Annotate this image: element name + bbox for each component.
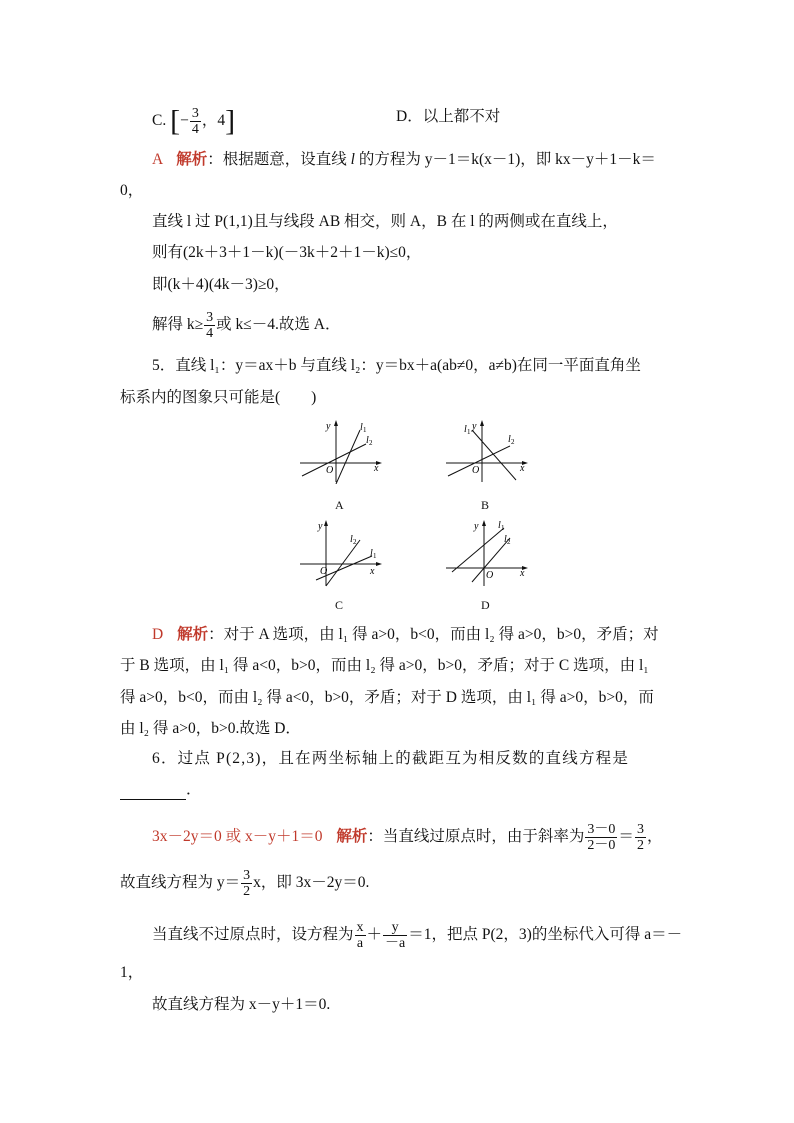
q5-question-line2: 标系内的图象只可能是( ) (120, 389, 317, 406)
option-c-minus: − (180, 112, 189, 130)
q6-s2-frac (241, 868, 252, 899)
q6-solution-line1 (152, 822, 662, 853)
frac-den: －a (385, 936, 406, 951)
q6-solution-line4: 1， (120, 964, 144, 981)
l1-label: l (370, 548, 373, 559)
q6-s3-post: ＝1，把点 P(2，3)的坐标代入可得 a＝－ (408, 926, 683, 944)
origin-label: O (320, 566, 328, 577)
q6-s1-eq: ＝ (618, 828, 634, 846)
q6-s2-post: x，即 3x－2y＝0. (253, 874, 370, 892)
graph-b (442, 418, 534, 489)
l2-sub: 2 (511, 438, 515, 446)
frac-num: y (383, 920, 407, 936)
q4-l6-fraction (204, 310, 215, 341)
q6-jiexi: 解析 (336, 828, 368, 846)
q4-solution-line6 (152, 310, 340, 341)
l1-label: l (464, 424, 467, 435)
q6-s3-pre: 当直线不过原点时，设方程为 (152, 926, 354, 944)
l1-sub: 1 (363, 426, 367, 434)
q6-s1-post: ， (646, 828, 663, 846)
graph-c (296, 516, 388, 593)
l2-sub: 2 (353, 538, 357, 546)
q6-s3-frac1 (355, 920, 366, 951)
frac-den: 2 (243, 884, 251, 899)
frac-den: 4 (206, 326, 214, 341)
q5-solution-line3: 得 a>0，b<0，而由 l₂ 得 a<0，b>0，矛盾；对于 D 选项，由 l₁ 得 a>0，b>0，而 (120, 689, 654, 706)
option-d: D．以上都不对 (396, 108, 501, 125)
q5-jiexi: 解析 (177, 626, 209, 643)
frac-num: 3 (636, 822, 644, 837)
x-label: x (370, 566, 375, 577)
graph-c-svg (296, 516, 388, 588)
y-label: y (472, 421, 477, 432)
q4-l1-eq: y－1＝k(x－1)，即 kx－y＋1－k＝ (424, 151, 656, 168)
q5-solution-line4: 由 l₂ 得 a>0，b>0.故选 D． (120, 720, 301, 737)
frac-num: 3 (206, 310, 214, 325)
q5-answer: D (152, 626, 164, 643)
l1-sub: 1 (501, 524, 505, 532)
q5-solution-line1 (152, 625, 659, 645)
frac-den: 2－0 (587, 838, 616, 853)
origin-label: O (472, 465, 480, 476)
graph-b-caption: B (481, 498, 490, 512)
y-label: y (318, 521, 323, 532)
q6-solution-line2 (120, 868, 369, 899)
q4-answer: A (152, 151, 163, 168)
q6-s2-pre: 故直线方程为 y＝ (120, 874, 241, 892)
frac-den: 4 (191, 122, 199, 137)
origin-label: O (486, 570, 494, 581)
frac-num: x (356, 920, 364, 935)
q6-period: ． (186, 781, 202, 798)
l2-label: l (508, 434, 511, 445)
option-c-label: C. (152, 112, 167, 130)
l1-label: l (498, 520, 501, 531)
frac-num: 3 (191, 106, 199, 121)
l1-label: l (360, 422, 363, 433)
l2-sub: 2 (507, 538, 511, 546)
graph-d (442, 516, 534, 593)
q5-question-line1: 5．直线 l₁：y＝ax＋b 与直线 l₂：y＝bx＋a(ab≠0，a≠b)在同一平面直角坐 (152, 357, 641, 374)
q6-s1-frac1 (585, 822, 617, 853)
x-label: x (374, 463, 379, 474)
q4-solution-line3: 直线 l 过 P(1,1)且与线段 AB 相交，则 A，B 在 l 的两侧或在直线上， (152, 213, 618, 230)
q6-question-line2 (120, 780, 202, 800)
q5-a1: ：对于 A 选项，由 l₁ 得 a>0，b<0，而由 l₂ 得 a>0，b>0，矛盾；对 (208, 626, 659, 643)
left-bracket: [ (170, 104, 181, 138)
frac-num: 3 (243, 868, 251, 883)
graph-a (296, 418, 388, 489)
q4-solution-line4: 则有(2k＋3＋1－k)(－3k＋2＋1－k)≤0， (152, 244, 422, 261)
q4-l1-pre: ：根据题意，设直线 (207, 151, 351, 168)
q4-l6-pre: 解得 k≥ (152, 316, 204, 334)
frac-den: a (356, 936, 364, 951)
q6-solution-line5: 故直线方程为 x－y＋1＝0. (152, 996, 331, 1013)
q6-s1-pre: ：当直线过原点时，由于斜率为 (367, 828, 585, 846)
q6-answer: 3x－2y＝0 或 x－y＋1＝0 (152, 828, 323, 846)
q4-solution-line5: 即(k＋4)(4k－3)≥0， (152, 276, 290, 293)
q6-answer-blank (120, 785, 186, 800)
q6-solution-line3 (152, 920, 682, 951)
q5-solution-line2: 于 B 选项，由 l₁ 得 a<0，b>0，而由 l₂ 得 a>0，b>0，矛盾；对于 C 选项，由 l₁ (120, 657, 649, 674)
x-label: x (520, 568, 525, 579)
q6-s3-plus: ＋ (366, 926, 383, 944)
q6-s1-frac2 (635, 822, 646, 853)
q6-question-line1: 6．过点 P(2,3)，且在两坐标轴上的截距互为相反数的直线方程是 (152, 750, 630, 767)
graph-c-caption: C (335, 598, 344, 612)
graph-d-caption: D (481, 598, 490, 612)
graph-b-svg (442, 418, 534, 484)
l2-label: l (504, 534, 507, 545)
q4-l6-post: 或 k≤－4.故选 A． (216, 316, 341, 334)
graph-d-svg (442, 516, 534, 588)
l1-sub: 1 (373, 552, 377, 560)
q4-l1-mid: 的方程为 (354, 151, 425, 168)
l1-sub: 1 (467, 428, 471, 436)
q4-solution-line1 (152, 150, 656, 170)
q4-l1-l: l (350, 151, 355, 168)
option-c-tail: ，4 (201, 112, 226, 130)
l2-sub: 2 (369, 439, 373, 447)
graph-a-caption: A (335, 498, 344, 512)
y-label: y (474, 521, 479, 532)
q4-jiexi: 解析 (176, 151, 208, 168)
option-c-fraction (190, 106, 201, 137)
frac-num: 3－0 (587, 822, 616, 837)
l2-label: l (366, 435, 369, 446)
q6-s3-frac2 (383, 920, 407, 951)
graph-a-svg (296, 418, 388, 484)
frac-den: 2 (636, 838, 644, 853)
origin-label: O (326, 465, 334, 476)
x-label: x (520, 463, 525, 474)
right-bracket: ] (225, 104, 236, 138)
y-label: y (326, 421, 331, 432)
l2-label: l (350, 534, 353, 545)
option-c (152, 106, 235, 137)
q4-solution-line2: 0， (120, 182, 144, 199)
